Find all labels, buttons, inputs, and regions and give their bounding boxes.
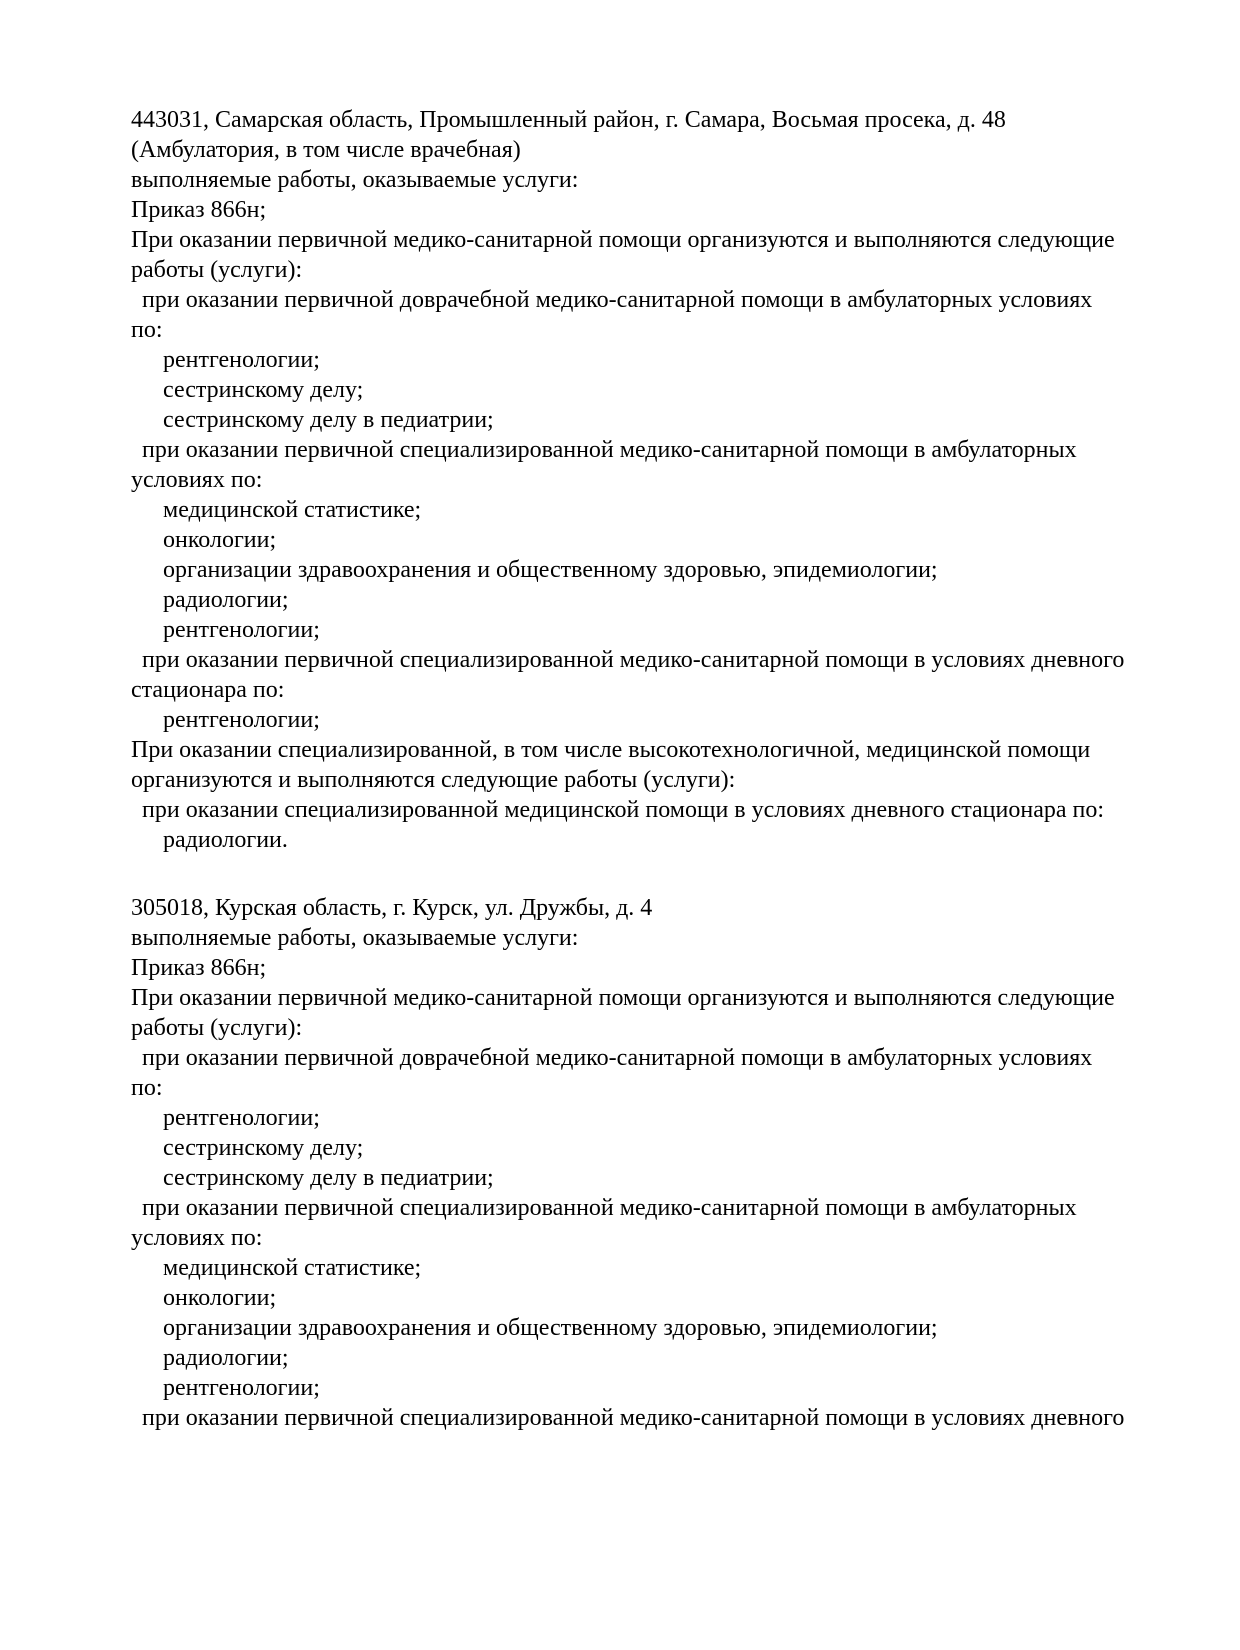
text-line: условиях по: — [131, 1225, 263, 1251]
text-line: рентгенологии; — [163, 1105, 320, 1131]
document-content — [131, 105, 1206, 1433]
text-line: Приказ 866н; — [131, 955, 267, 981]
text-line: рентгенологии; — [163, 347, 320, 373]
text-line: при оказании первичной специализированной медико-санитарной помощи в амбулаторных — [142, 437, 1077, 463]
text-line: рентгенологии; — [163, 617, 320, 643]
text-line: При оказании специализированной, в том числе высокотехнологичной, медицинской помощи — [131, 737, 1091, 763]
text-line: работы (услуги): — [131, 1015, 303, 1041]
text-line: При оказании первичной медико-санитарной помощи организуются и выполняются следующие — [131, 985, 1115, 1011]
text-line: онкологии; — [163, 527, 277, 553]
text-line: медицинской статистике; — [163, 1255, 422, 1281]
text-line: При оказании первичной медико-санитарной помощи организуются и выполняются следующие — [131, 227, 1115, 253]
text-line: (Амбулатория, в том числе врачебная) — [131, 137, 521, 163]
text-line: при оказании первичной специализированной медико-санитарной помощи в условиях дневного — [142, 1405, 1125, 1431]
text-line: организуются и выполняются следующие работы (услуги): — [131, 767, 736, 793]
license-entry-kursk — [131, 893, 1206, 1433]
text-line: сестринскому делу; — [163, 377, 364, 403]
text-line: при оказании первичной доврачебной медико-санитарной помощи в амбулаторных условиях — [142, 1045, 1093, 1071]
text-line: по: — [131, 317, 163, 343]
text-line: работы (услуги): — [131, 257, 303, 283]
text-line: организации здравоохранения и общественному здоровью, эпидемиологии; — [163, 1315, 938, 1341]
text-line: рентгенологии; — [163, 707, 320, 733]
text-line: радиологии; — [163, 1345, 289, 1371]
text-line: организации здравоохранения и общественному здоровью, эпидемиологии; — [163, 557, 938, 583]
text-line: радиологии. — [163, 827, 288, 853]
text-line: при оказании первичной специализированной медико-санитарной помощи в условиях дневного — [142, 647, 1125, 673]
text-line: выполняемые работы, оказываемые услуги: — [131, 925, 579, 951]
text-line: стационара по: — [131, 677, 285, 703]
text-line: рентгенологии; — [163, 1375, 320, 1401]
text-line: Приказ 866н; — [131, 197, 267, 223]
text-line: 305018, Курская область, г. Курск, ул. Дружбы, д. 4 — [131, 895, 653, 921]
text-line: 443031, Самарская область, Промышленный район, г. Самара, Восьмая просека, д. 48 — [131, 107, 1006, 133]
text-line: при оказании первичной доврачебной медико-санитарной помощи в амбулаторных условиях — [142, 287, 1093, 313]
text-line: онкологии; — [163, 1285, 277, 1311]
text-line: по: — [131, 1075, 163, 1101]
text-line: сестринскому делу в педиатрии; — [163, 1165, 494, 1191]
text-line: сестринскому делу; — [163, 1135, 364, 1161]
license-entry-samara — [131, 105, 1206, 855]
text-line: условиях по: — [131, 467, 263, 493]
text-line: выполняемые работы, оказываемые услуги: — [131, 167, 579, 193]
text-line: при оказании первичной специализированной медико-санитарной помощи в амбулаторных — [142, 1195, 1077, 1221]
text-line: при оказании специализированной медицинской помощи в условиях дневного стационара по: — [142, 797, 1105, 823]
text-line: сестринскому делу в педиатрии; — [163, 407, 494, 433]
text-line: медицинской статистике; — [163, 497, 422, 523]
text-line: радиологии; — [163, 587, 289, 613]
